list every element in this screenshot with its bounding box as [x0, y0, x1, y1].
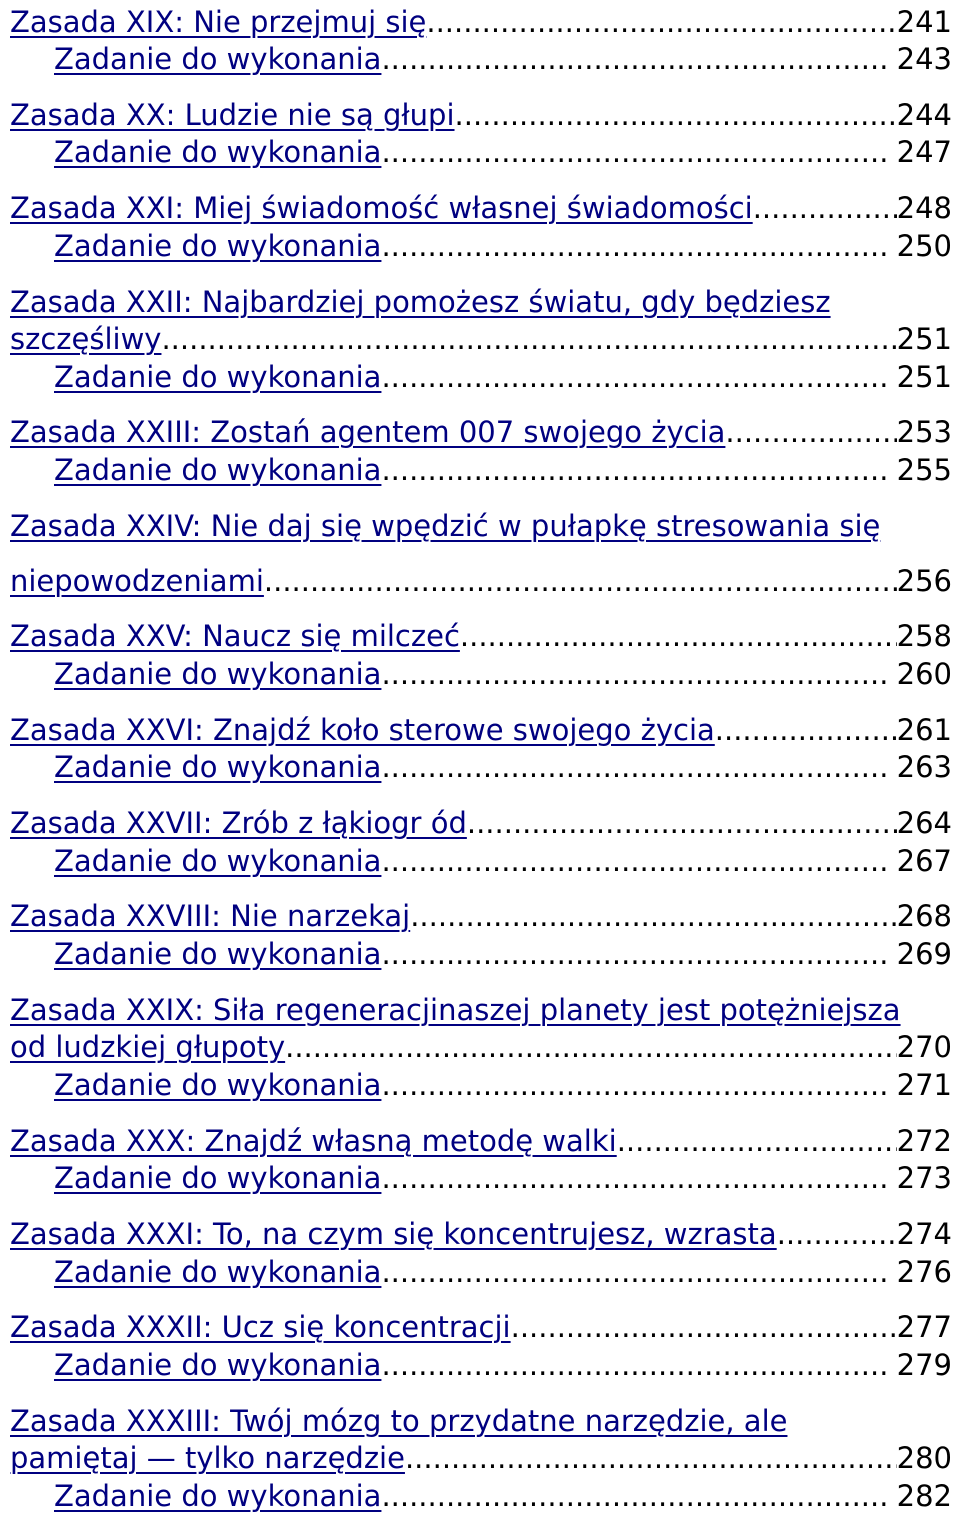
toc-entry-link[interactable]: Zasada XXV: Naucz się milczeć — [10, 619, 460, 653]
page-number: 267 — [896, 844, 952, 878]
toc-entry-link[interactable]: Zasada XXX: Znajdź własną metodę walki — [10, 1124, 617, 1158]
toc-entry-link[interactable]: Zadanie do wykonania — [54, 1068, 382, 1102]
toc-entry-task[interactable] — [54, 133, 952, 171]
toc-entry-rule-wrapped[interactable] — [10, 991, 952, 1029]
toc-entry-rule[interactable] — [10, 562, 952, 600]
toc-entry-link[interactable]: Zadanie do wykonania — [54, 42, 382, 76]
dot-leader — [410, 897, 896, 935]
toc-entry-link[interactable]: Zadanie do wykonania — [54, 453, 382, 487]
page-number: 276 — [896, 1255, 952, 1289]
toc-entry-link[interactable]: Zadanie do wykonania — [54, 1348, 382, 1382]
toc-entry-link[interactable]: Zadanie do wykonania — [54, 360, 382, 394]
dot-leader — [426, 3, 896, 41]
toc-entry-link[interactable]: Zadanie do wykonania — [54, 937, 382, 971]
toc-entry-task[interactable] — [54, 842, 952, 880]
toc-entry-rule[interactable] — [10, 897, 952, 935]
toc-entry-link[interactable]: Zasada XXXIII: Twój mózg to przydatne narzędzie, ale — [10, 1404, 788, 1438]
dot-leader — [753, 189, 897, 227]
page-number: 247 — [896, 135, 952, 169]
page-number: 263 — [896, 750, 952, 784]
toc-entry-link[interactable]: Zasada XXVIII: Nie narzekaj — [10, 899, 411, 933]
toc-entry-rule[interactable] — [10, 96, 952, 134]
page-number: 243 — [896, 42, 952, 76]
toc-entry-rule[interactable] — [10, 804, 952, 842]
page-number: 272 — [896, 1124, 952, 1158]
page-number: 280 — [896, 1441, 952, 1475]
dot-leader — [777, 1215, 897, 1253]
toc-entry-link[interactable]: Zadanie do wykonania — [54, 1479, 382, 1513]
dot-leader — [381, 1477, 890, 1515]
dot-leader — [467, 804, 897, 842]
toc-entry-link[interactable]: Zasada XXIV: Nie daj się wpędzić w pułapkę stresowania się — [10, 509, 881, 543]
dot-leader — [381, 133, 890, 171]
page-number: 264 — [896, 806, 952, 840]
toc-entry-link[interactable]: Zasada XXIX: Siła regeneracjinaszej planety jest potężniejsza — [10, 993, 901, 1027]
dot-leader — [381, 842, 890, 880]
dot-leader — [285, 1028, 897, 1066]
page-number: 250 — [896, 229, 952, 263]
page-number: 258 — [896, 619, 952, 653]
dot-leader — [455, 96, 897, 134]
page-number: 269 — [896, 937, 952, 971]
toc-entry-rule-wrapped[interactable] — [10, 1402, 952, 1440]
toc-entry-task[interactable] — [54, 1477, 952, 1515]
dot-leader — [264, 562, 897, 600]
page-number: 273 — [896, 1161, 952, 1195]
dot-leader — [511, 1308, 897, 1346]
page-number: 282 — [896, 1479, 952, 1513]
page-number: 256 — [896, 564, 952, 598]
page-number: 261 — [896, 713, 952, 747]
toc-entry-rule[interactable] — [10, 3, 952, 41]
toc-entry-rule[interactable] — [10, 1439, 952, 1477]
dot-leader — [381, 40, 890, 78]
dot-leader — [381, 1159, 890, 1197]
toc-entry-link[interactable]: Zadanie do wykonania — [54, 657, 382, 691]
toc-entry-rule-wrapped[interactable] — [10, 507, 952, 545]
toc-entry-rule[interactable] — [10, 1028, 952, 1066]
dot-leader — [161, 320, 896, 358]
page-number: 251 — [896, 360, 952, 394]
dot-leader — [381, 1346, 890, 1384]
toc-entry-task[interactable] — [54, 40, 952, 78]
toc-entry-rule-wrapped[interactable] — [10, 283, 952, 321]
toc-entry-task[interactable] — [54, 655, 952, 693]
toc-entry-task[interactable] — [54, 451, 952, 489]
page-number: 268 — [896, 899, 952, 933]
toc-entry-link[interactable]: Zasada XXI: Miej świadomość własnej świadomości — [10, 191, 753, 225]
toc-entry-link[interactable]: szczęśliwy — [10, 322, 162, 356]
toc-entry-link[interactable]: pamiętaj — tylko narzędzie — [10, 1441, 405, 1475]
toc-entry-link[interactable]: Zadanie do wykonania — [54, 844, 382, 878]
page-number: 271 — [896, 1068, 952, 1102]
toc-entry-link[interactable]: Zadanie do wykonania — [54, 229, 382, 263]
toc-entry-task[interactable] — [54, 1066, 952, 1104]
dot-leader — [381, 748, 890, 786]
toc-entry-link[interactable]: Zasada XXXI: To, na czym się koncentrujesz, wzrasta — [10, 1217, 777, 1251]
toc-entry-link[interactable]: Zasada XXVII: Zrób z łąkiogr ód — [10, 806, 467, 840]
toc-entry-link[interactable]: Zasada XXXII: Ucz się koncentracji — [10, 1310, 511, 1344]
toc-entry-link[interactable]: Zasada XIX: Nie przejmuj się — [10, 5, 427, 39]
dot-leader — [460, 617, 897, 655]
toc-entry-rule[interactable] — [10, 189, 952, 227]
dot-leader — [715, 711, 897, 749]
toc-entry-rule[interactable] — [10, 1122, 952, 1160]
toc-entry-link[interactable]: Zadanie do wykonania — [54, 1161, 382, 1195]
page-number: 277 — [896, 1310, 952, 1344]
dot-leader — [617, 1122, 897, 1160]
page-number: 274 — [896, 1217, 952, 1251]
dot-leader — [725, 413, 896, 451]
page-number: 253 — [896, 415, 952, 449]
dot-leader — [381, 1066, 890, 1104]
toc-entry-task[interactable] — [54, 935, 952, 973]
dot-leader — [381, 935, 890, 973]
dot-leader — [381, 1253, 890, 1291]
page-number: 251 — [896, 322, 952, 356]
toc-entry-link[interactable]: Zasada XXIII: Zostań agentem 007 swojego życia — [10, 415, 726, 449]
toc-entry-task[interactable] — [54, 1159, 952, 1197]
toc-entry-task[interactable] — [54, 227, 952, 265]
toc-entry-rule[interactable] — [10, 711, 952, 749]
toc-entry-rule[interactable] — [10, 413, 952, 451]
toc-entry-link[interactable]: niepowodzeniami — [10, 564, 264, 598]
page-number: 255 — [896, 453, 952, 487]
toc-entry-task[interactable] — [54, 1346, 952, 1384]
toc-entry-link[interactable]: Zasada XXVI: Znajdź koło sterowe swojego życia — [10, 713, 715, 747]
page-number: 241 — [896, 5, 952, 39]
dot-leader — [381, 655, 890, 693]
dot-leader — [405, 1439, 897, 1477]
dot-leader — [381, 227, 890, 265]
toc-entry-rule[interactable] — [10, 1215, 952, 1253]
toc-entry-task[interactable] — [54, 358, 952, 396]
toc-entry-link[interactable]: Zadanie do wykonania — [54, 1255, 382, 1289]
toc-entry-rule[interactable] — [10, 617, 952, 655]
toc-entry-link[interactable]: Zadanie do wykonania — [54, 750, 382, 784]
page-number: 279 — [896, 1348, 952, 1382]
toc-entry-link[interactable]: Zasada XXII: Najbardziej pomożesz światu, gdy będziesz — [10, 285, 831, 319]
page-number: 248 — [896, 191, 952, 225]
page-number: 260 — [896, 657, 952, 691]
toc-entry-link[interactable]: od ludzkiej głupoty — [10, 1030, 286, 1064]
toc-entry-link[interactable]: Zasada XX: Ludzie nie są głupi — [10, 98, 455, 132]
page-number: 244 — [896, 98, 952, 132]
page-number: 270 — [896, 1030, 952, 1064]
toc-entry-rule[interactable] — [10, 320, 952, 358]
dot-leader — [381, 451, 890, 489]
toc-entry-link[interactable]: Zadanie do wykonania — [54, 135, 382, 169]
dot-leader — [381, 358, 890, 396]
toc-entry-task[interactable] — [54, 1253, 952, 1291]
toc-entry-task[interactable] — [54, 748, 952, 786]
toc-entry-rule[interactable] — [10, 1308, 952, 1346]
